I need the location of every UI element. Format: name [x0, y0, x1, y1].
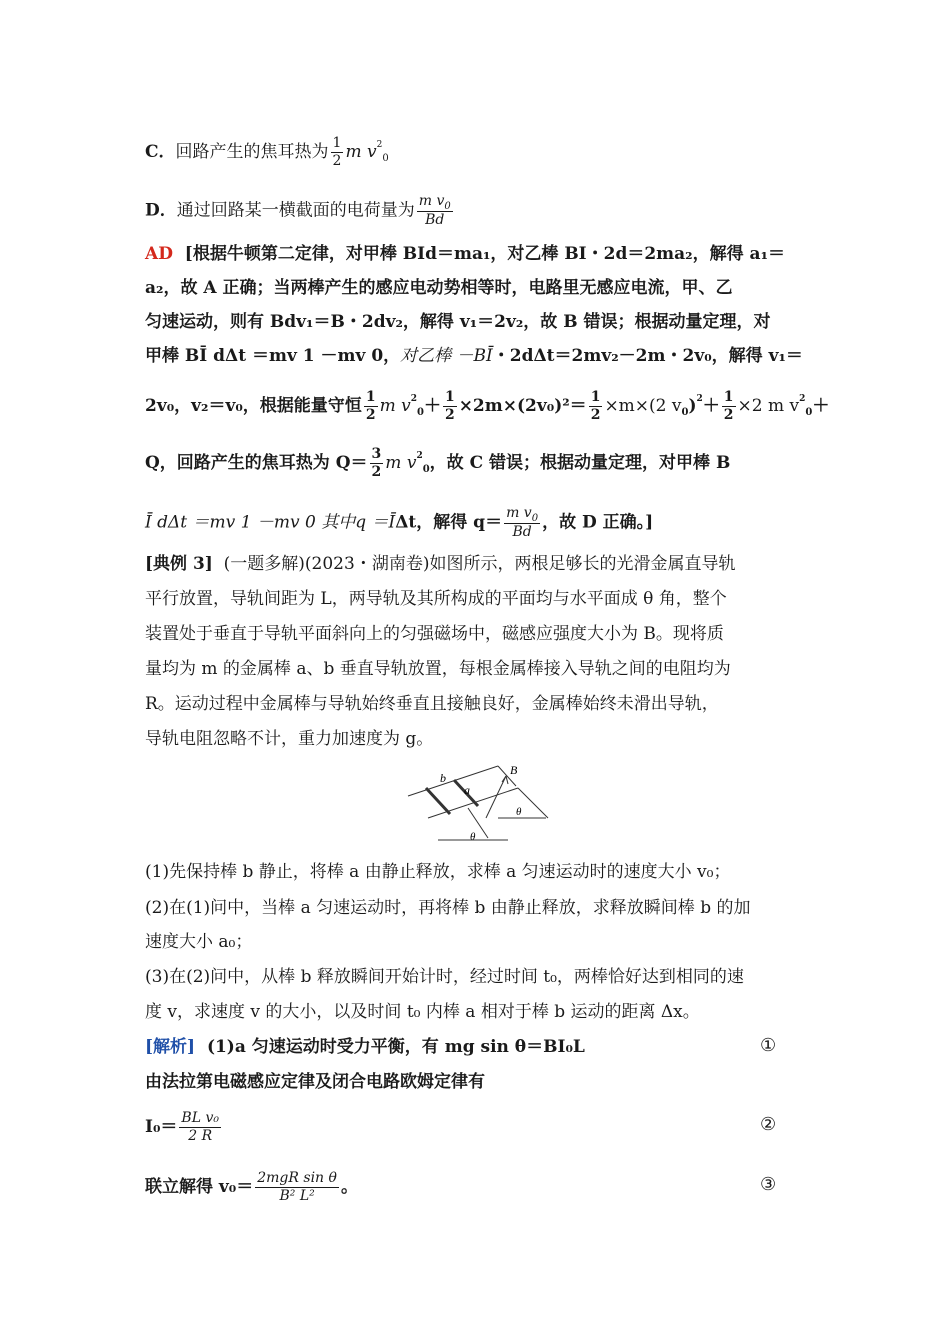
equation-mark-2: ②	[760, 1114, 777, 1135]
analysis-line-1: [解析] (1)a 匀速运动时受力平衡，有 mg sin θ＝BI₀L	[145, 1037, 585, 1057]
option-d-label: D．	[145, 200, 177, 221]
analysis-line-2: 由法拉第电磁感应定律及闭合电路欧姆定律有	[145, 1072, 485, 1092]
answer-key: AD	[145, 244, 173, 264]
question-3a: (3)在(2)问中，从棒 b 释放瞬间开始计时，经过时间 t₀，两棒恰好达到相同的速	[145, 967, 744, 987]
label-B: B	[510, 763, 518, 777]
answer-line-4: 甲棒 BĪ dΔt ＝mv 1 －mv 0，对乙棒 －BĪ・2dΔt＝2mv₂－2m・2v₀，解得 v₁＝	[145, 346, 803, 366]
option-c-expr: m v	[345, 142, 377, 162]
equation-mark-1: ①	[760, 1035, 777, 1056]
label-b: b	[440, 771, 446, 785]
example-line-4: 量均为 m 的金属棒 a、b 垂直导轨放置，每根金属棒接入导轨之间的电阻均为	[145, 659, 731, 679]
example-tag: [典例 3]	[145, 554, 213, 574]
example-line-6: 导轨电阻忽略不计，重力加速度为 g。	[145, 729, 434, 749]
equation-3: 联立解得 v₀＝ $\frac{\text{2mgR sin θ}}{\text{B² L²}}$ 。	[145, 1170, 358, 1204]
answer-line-2: a₂，故 A 正确；当两棒产生的感应电动势相等时，电路里无感应电流，甲、乙	[145, 278, 733, 298]
question-2a: (2)在(1)问中，当棒 a 匀速运动时，再将棒 b 由静止释放，求释放瞬间棒 b 的加	[145, 898, 751, 918]
equation-mark-3: ③	[760, 1174, 777, 1195]
question-3b: 度 v，求速度 v 的大小，以及时间 t₀ 内棒 a 相对于棒 b 运动的距离 Δx。	[145, 1002, 700, 1022]
option-c-text: 回路产生的焦耳热为	[175, 142, 329, 162]
answer-line-1: AD [根据牛顿第二定律，对甲棒 BId＝ma₁，对乙棒 BI・2d＝2ma₂，解得 a₁＝	[145, 244, 786, 264]
example-line-1: [典例 3] (一题多解)(2023・湖南卷)如图所示，两根足够长的光滑金属直导轨	[145, 554, 736, 574]
rails-diagram	[398, 758, 558, 850]
example-line-2: 平行放置，导轨间距为 L，两导轨及其所构成的平面均与水平面成 θ 角，整个	[145, 589, 727, 609]
answer-line-3: 匀速运动，则有 Bdv₁＝B・2dv₂，解得 v₁＝2v₂，故 B 错误；根据动量定理，对	[145, 312, 771, 332]
option-c: C．回路产生的焦耳热为 $\frac{1}{2}$ m $v^2_0$	[145, 135, 389, 169]
answer-line-7: Ī dΔt ＝mv 1 －mv 0 其中q ＝ĪΔt，解得 q＝ $\frac{m v_0}{Bd}$ ，故 D 正确。]	[145, 505, 654, 540]
equation-2: I₀＝ $\frac{\text{BL v₀}}{2 R}$	[145, 1110, 219, 1144]
label-a: a	[464, 783, 470, 797]
option-c-fraction: $\frac{1}{2}$	[332, 135, 342, 169]
label-theta-2: θ	[470, 831, 476, 843]
option-d	[145, 193, 455, 229]
answer-line-6: Q，回路产生的焦耳热为 Q＝ $\frac{3}{2}$ m $v^2_0$，故 C 错误；根据动量定理，对甲棒 B	[145, 446, 731, 480]
option-d-fraction: $\frac{m v_0}{Bd}$	[418, 193, 451, 228]
answer-line-5: 2v₀，v₂＝v₀，根据能量守恒 $\frac{1}{2}$ m $v^2_0+$ $\frac{1}{2}$ ×2m×(2v₀)²＝ $\frac{1}{2}$ ×m×(2 $v_0)^2+$ $\frac{1}{2}$ ×2 m $v^2_0+$	[145, 389, 830, 423]
analysis-tag: [解析]	[145, 1037, 196, 1057]
example-line-3: 装置处于垂直于导轨平面斜向上的匀强磁场中，磁感应强度大小为 B。现将质	[145, 624, 724, 644]
option-c-label: C．	[145, 142, 176, 162]
option-d-text: 通过回路某一横截面的电荷量为	[176, 200, 415, 221]
label-theta-1: θ	[516, 806, 522, 818]
question-1: (1)先保持棒 b 静止，将棒 a 由静止释放，求棒 a 匀速运动时的速度大小 v₀；	[145, 862, 731, 882]
example-line-5: R。运动过程中金属棒与导轨始终垂直且接触良好，金属棒始终未滑出导轨，	[145, 694, 719, 714]
question-2b: 速度大小 a₀；	[145, 932, 253, 952]
